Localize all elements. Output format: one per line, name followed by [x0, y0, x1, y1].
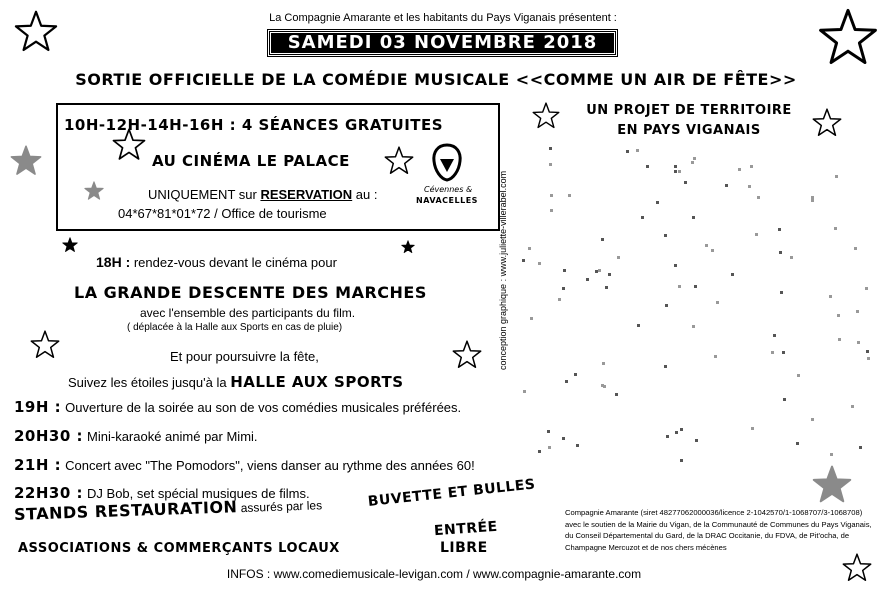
sessions-times: 10H-12H-14H-16H : 4 SÉANCES GRATUITES [64, 116, 444, 134]
dot-star-icon [751, 427, 754, 430]
dot-star-icon [678, 170, 681, 173]
rendezvous-text: rendez-vous devant le cinéma pour [130, 255, 337, 270]
halle-aux-sports: HALLE AUX SPORTS [230, 373, 404, 391]
star-icon [812, 465, 852, 505]
dot-star-icon [780, 291, 783, 294]
entree-label: ENTRÉE [433, 518, 499, 540]
dot-star-icon [856, 310, 859, 313]
dot-star-icon [528, 247, 531, 250]
infos-line: INFOS : www.comediemusicale-levigan.com / www.compagnie-amarante.com [226, 567, 642, 581]
dot-star-icon [562, 287, 565, 290]
dot-star-icon [691, 161, 694, 164]
dot-star-icon [666, 435, 669, 438]
dot-star-icon [830, 453, 833, 456]
dot-star-icon [773, 334, 776, 337]
star-icon [14, 10, 58, 54]
dot-star-icon [602, 362, 605, 365]
schedule-item [14, 456, 475, 474]
dot-star-icon [684, 181, 687, 184]
dot-star-icon [811, 199, 814, 202]
dot-star-icon [705, 244, 708, 247]
star-icon [842, 553, 872, 583]
dot-star-icon [797, 374, 800, 377]
stands-restauration: STANDS RESTAURATION [13, 497, 238, 524]
dot-star-icon [748, 185, 751, 188]
dot-star-icon [586, 278, 589, 281]
schedule-time: 21H : [14, 456, 62, 474]
star-icon [818, 8, 878, 68]
dot-star-icon [574, 373, 577, 376]
dot-star-icon [835, 175, 838, 178]
dot-star-icon [641, 216, 644, 219]
dot-star-icon [755, 233, 758, 236]
dot-star-icon [771, 351, 774, 354]
dot-star-icon [693, 157, 696, 160]
schedule-time: 22H30 : [14, 484, 84, 502]
dot-star-icon [731, 273, 734, 276]
party-line: Et pour poursuivre la fête, [170, 349, 319, 364]
star-icon [30, 330, 60, 360]
dot-star-icon [738, 168, 741, 171]
project-line1: UN PROJET DE TERRITOIRE [586, 103, 792, 118]
dot-star-icon [778, 228, 781, 231]
dot-star-icon [558, 298, 561, 301]
stands-suffix: assurés par les [237, 498, 323, 516]
dot-star-icon [562, 437, 565, 440]
dot-star-icon [601, 384, 604, 387]
dot-star-icon [857, 341, 860, 344]
dot-star-icon [692, 216, 695, 219]
schedule-item [14, 398, 461, 416]
star-icon [452, 340, 482, 370]
dot-star-icon [568, 194, 571, 197]
dot-star-icon [695, 439, 698, 442]
star-icon [62, 237, 78, 253]
dot-star-icon [675, 431, 678, 434]
dot-star-icon [716, 301, 719, 304]
dot-star-icon [547, 430, 550, 433]
dot-star-icon [522, 259, 525, 262]
reservation-word: RESERVATION [260, 187, 353, 202]
headline: SORTIE OFFICIELLE DE LA COMÉDIE MUSICALE <<COMME UN AIR DE FÊTE>> [75, 70, 797, 89]
schedule-text: Concert avec "The Pomodors", viens danser au rythme des années 60! [65, 458, 475, 473]
dot-star-icon [637, 324, 640, 327]
reservation-suffix: au : [352, 187, 378, 202]
dot-star-icon [757, 196, 760, 199]
dot-star-icon [790, 256, 793, 259]
reservation-prefix: UNIQUEMENT sur [148, 187, 261, 202]
star-icon [10, 145, 42, 177]
libre-label: LIBRE [440, 540, 488, 556]
dot-star-icon [811, 418, 814, 421]
dot-star-icon [549, 163, 552, 166]
star-icon [532, 102, 560, 130]
dot-star-icon [576, 444, 579, 447]
dot-star-icon [783, 398, 786, 401]
descent-subtitle: avec l'ensemble des participants du film. [140, 306, 356, 320]
dot-star-icon [523, 390, 526, 393]
star-icon [384, 146, 414, 176]
dot-star-icon [750, 165, 753, 168]
dot-star-icon [779, 251, 782, 254]
dot-star-icon [550, 194, 553, 197]
rendezvous-line [96, 254, 337, 270]
dot-star-icon [563, 269, 566, 272]
dot-star-icon [665, 304, 668, 307]
dot-star-icon [605, 286, 608, 289]
reservation-phone: 04*67*81*01*72 / Office de tourisme [118, 206, 327, 221]
schedule-item [14, 427, 258, 445]
dot-star-icon [674, 170, 677, 173]
dot-star-icon [865, 287, 868, 290]
dot-star-icon [837, 314, 840, 317]
dot-star-icon [538, 450, 541, 453]
dot-star-icon [711, 249, 714, 252]
stands-associations: ASSOCIATIONS & COMMERÇANTS LOCAUX [18, 541, 340, 556]
reservation-line [148, 187, 377, 202]
dot-star-icon [725, 184, 728, 187]
logo-line1: Cévennes & [424, 185, 473, 194]
dot-star-icon [851, 405, 854, 408]
dot-star-icon [646, 165, 649, 168]
descent-rain-note: ( déplacée à la Halle aux Sports en cas de pluie) [127, 322, 343, 333]
dot-star-icon [664, 234, 667, 237]
intro-text: La Compagnie Amarante et les habitants du Pays Viganais présentent : [269, 12, 617, 24]
dot-star-icon [694, 285, 697, 288]
dot-star-icon [829, 295, 832, 298]
dot-star-icon [549, 147, 552, 150]
date-banner: SAMEDI 03 NOVEMBRE 2018 [268, 30, 617, 56]
buvette-label: BUVETTE ET BULLES [367, 476, 537, 510]
cinema-venue: AU CINÉMA LE PALACE [152, 152, 350, 170]
dot-star-icon [854, 247, 857, 250]
dot-star-icon [692, 325, 695, 328]
descent-title: LA GRANDE DESCENTE DES MARCHES [74, 283, 427, 302]
schedule-text: Mini-karaoké animé par Mimi. [87, 429, 258, 444]
dot-star-icon [598, 269, 601, 272]
dot-star-icon [680, 459, 683, 462]
dot-star-icon [674, 264, 677, 267]
dot-star-icon [678, 285, 681, 288]
dot-star-icon [674, 165, 677, 168]
design-credit: conception graphique : www.juliette-villerabel.com [498, 170, 508, 370]
dot-star-icon [838, 338, 841, 341]
logo-line2: NAVACELLES [416, 196, 478, 205]
sponsors-text: Compagnie Amarante (siret 48277062000036/licence 2-1042570/1-1068707/3-1068708) avec le soutien de la Mairie du Vigan, de la Communauté de Communes du Pays Viganais, du Conseil Départemental du Gard, de la DRAC Occitanie, du FDVA, de Pit'ocha, de Champagne Mercuzot et de nos chers mécènes [565, 508, 872, 552]
dot-star-icon [636, 149, 639, 152]
dot-star-icon [796, 442, 799, 445]
dot-star-icon [626, 150, 629, 153]
dot-star-icon [656, 201, 659, 204]
dot-star-icon [538, 262, 541, 265]
dot-star-icon [714, 355, 717, 358]
dot-star-icon [834, 227, 837, 230]
follow-text: Suivez les étoiles jusqu'à la [68, 375, 231, 390]
dot-star-icon [530, 317, 533, 320]
dot-star-icon [866, 350, 869, 353]
dot-star-icon [608, 273, 611, 276]
dot-star-icon [867, 357, 870, 360]
dot-star-icon [859, 446, 862, 449]
dot-star-icon [680, 428, 683, 431]
star-icon [112, 128, 146, 162]
star-icon [401, 240, 415, 254]
dot-star-icon [548, 446, 551, 449]
follow-stars-line [68, 373, 404, 391]
dot-star-icon [617, 256, 620, 259]
schedule-time: 20H30 : [14, 427, 84, 445]
rendezvous-time: 18H : [96, 254, 131, 270]
schedule-text: Ouverture de la soirée au son de vos comédies musicales préférées. [65, 400, 462, 415]
dot-star-icon [601, 238, 604, 241]
dot-star-icon [615, 393, 618, 396]
schedule-time: 19H : [14, 398, 62, 416]
cevennes-navacelles-logo [416, 142, 476, 212]
schedule-text: DJ Bob, set spécial musiques de films. [87, 486, 310, 501]
dot-star-icon [664, 365, 667, 368]
star-icon [84, 181, 104, 201]
dot-star-icon [565, 380, 568, 383]
star-icon [812, 108, 842, 138]
project-line2: EN PAYS VIGANAIS [617, 123, 761, 138]
dot-star-icon [550, 209, 553, 212]
dot-star-icon [782, 351, 785, 354]
logo-emblem-icon [431, 142, 463, 182]
